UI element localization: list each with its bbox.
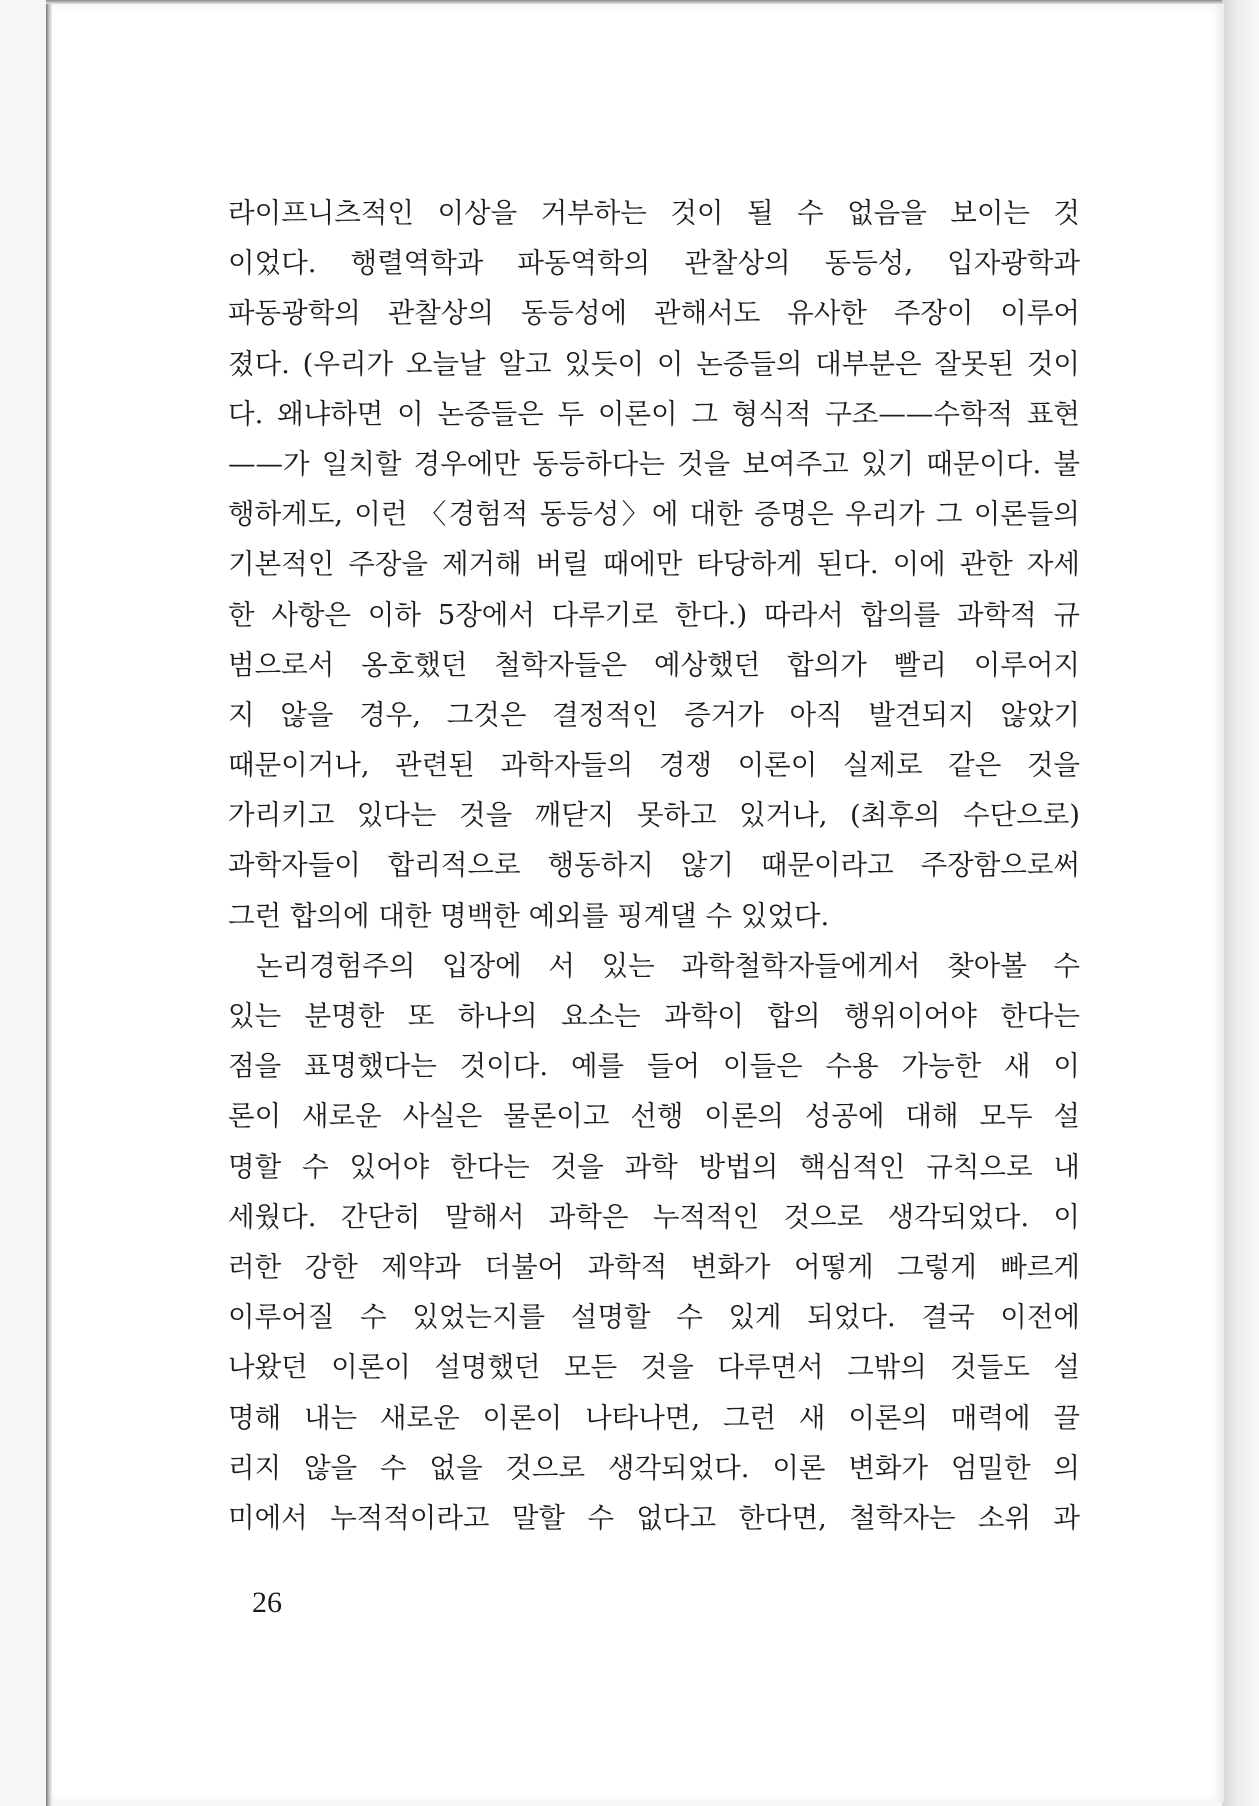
page-number: 26 <box>252 1586 282 1619</box>
text-line: 이루어질 수 있었는지를 설명할 수 있게 되었다. 결국 이전에 <box>228 1301 1080 1334</box>
text-line: 과학자들이 합리적으로 행동하지 않기 때문이라고 주장함으로써 <box>228 849 1080 882</box>
text-line: 있는 분명한 또 하나의 요소는 과학이 합의 행위이어야 한다는 <box>228 1000 1080 1032</box>
text-line: 점을 표명했다는 것이다. 예를 들어 이들은 수용 가능한 새 이 <box>228 1050 1080 1083</box>
text-line: 론이 새로운 사실은 물론이고 선행 이론의 성공에 대해 모두 설 <box>228 1100 1080 1133</box>
text-line: 명해 내는 새로운 이론이 나타나면, 그런 새 이론의 매력에 끌 <box>228 1401 1080 1434</box>
text-line: 때문이거나, 관련된 과학자들의 경쟁 이론이 실제로 같은 것을 <box>228 749 1080 782</box>
text-line: 리지 않을 수 없을 것으로 생각되었다. 이론 변화가 엄밀한 의 <box>228 1451 1080 1484</box>
text-line: 범으로서 옹호했던 철학자들은 예상했던 합의가 빨리 이루어지 <box>228 648 1080 681</box>
text-line: 명할 수 있어야 한다는 것을 과학 방법의 핵심적인 규칙으로 내 <box>228 1150 1080 1183</box>
body-text <box>228 188 1080 1543</box>
text-line: ——가 일치할 경우에만 동등하다는 것을 보여주고 있기 때문이다. 불 <box>228 447 1080 480</box>
text-line: 미에서 누적적이라고 말할 수 없다고 한다면, 철학자는 소위 과 <box>228 1501 1080 1534</box>
text-line: 가리키고 있다는 것을 깨닫지 못하고 있거나, (최후의 수단으로) <box>228 799 1080 832</box>
text-line: 행하게도, 이런 〈경험적 동등성〉에 대한 증명은 우리가 그 이론들의 <box>228 498 1080 531</box>
text-line: 지 않을 경우, 그것은 결정적인 증거가 아직 발견되지 않았기 <box>228 698 1080 731</box>
text-line: 나왔던 이론이 설명했던 모든 것을 다루면서 그밖의 것들도 설 <box>228 1351 1080 1384</box>
paragraph-start-line: 논리경험주의 입장에 서 있는 과학철학자들에게서 찾아볼 수 <box>256 949 1080 982</box>
text-line: 파동광학의 관찰상의 동등성에 관해서도 유사한 주장이 이루어 <box>228 297 1080 330</box>
text-line: 그런 합의에 대한 명백한 예외를 핑계댈 수 있었다. <box>228 899 830 932</box>
text-line: 라이프니츠적인 이상을 거부하는 것이 될 수 없음을 보이는 것 <box>228 197 1080 229</box>
text-line: 다. 왜냐하면 이 논증들은 두 이론이 그 형식적 구조——수학적 표현 <box>228 397 1080 430</box>
text-line: 한 사항은 이하 5장에서 다루기로 한다.) 따라서 합의를 과학적 규 <box>228 598 1080 631</box>
text-line: 기본적인 주장을 제거해 버릴 때에만 타당하게 된다. 이에 관한 자세 <box>228 548 1080 581</box>
text-line: 졌다. (우리가 오늘날 알고 있듯이 이 논증들의 대부분은 잘못된 것이 <box>228 347 1080 380</box>
text-line: 러한 강한 제약과 더불어 과학적 변화가 어떻게 그렇게 빠르게 <box>228 1250 1080 1283</box>
page-right-shadow <box>1222 0 1259 1806</box>
text-line: 이었다. 행렬역학과 파동역학의 관찰상의 동등성, 입자광학과 <box>228 247 1080 280</box>
text-line: 세웠다. 간단히 말해서 과학은 누적적인 것으로 생각되었다. 이 <box>228 1200 1080 1233</box>
